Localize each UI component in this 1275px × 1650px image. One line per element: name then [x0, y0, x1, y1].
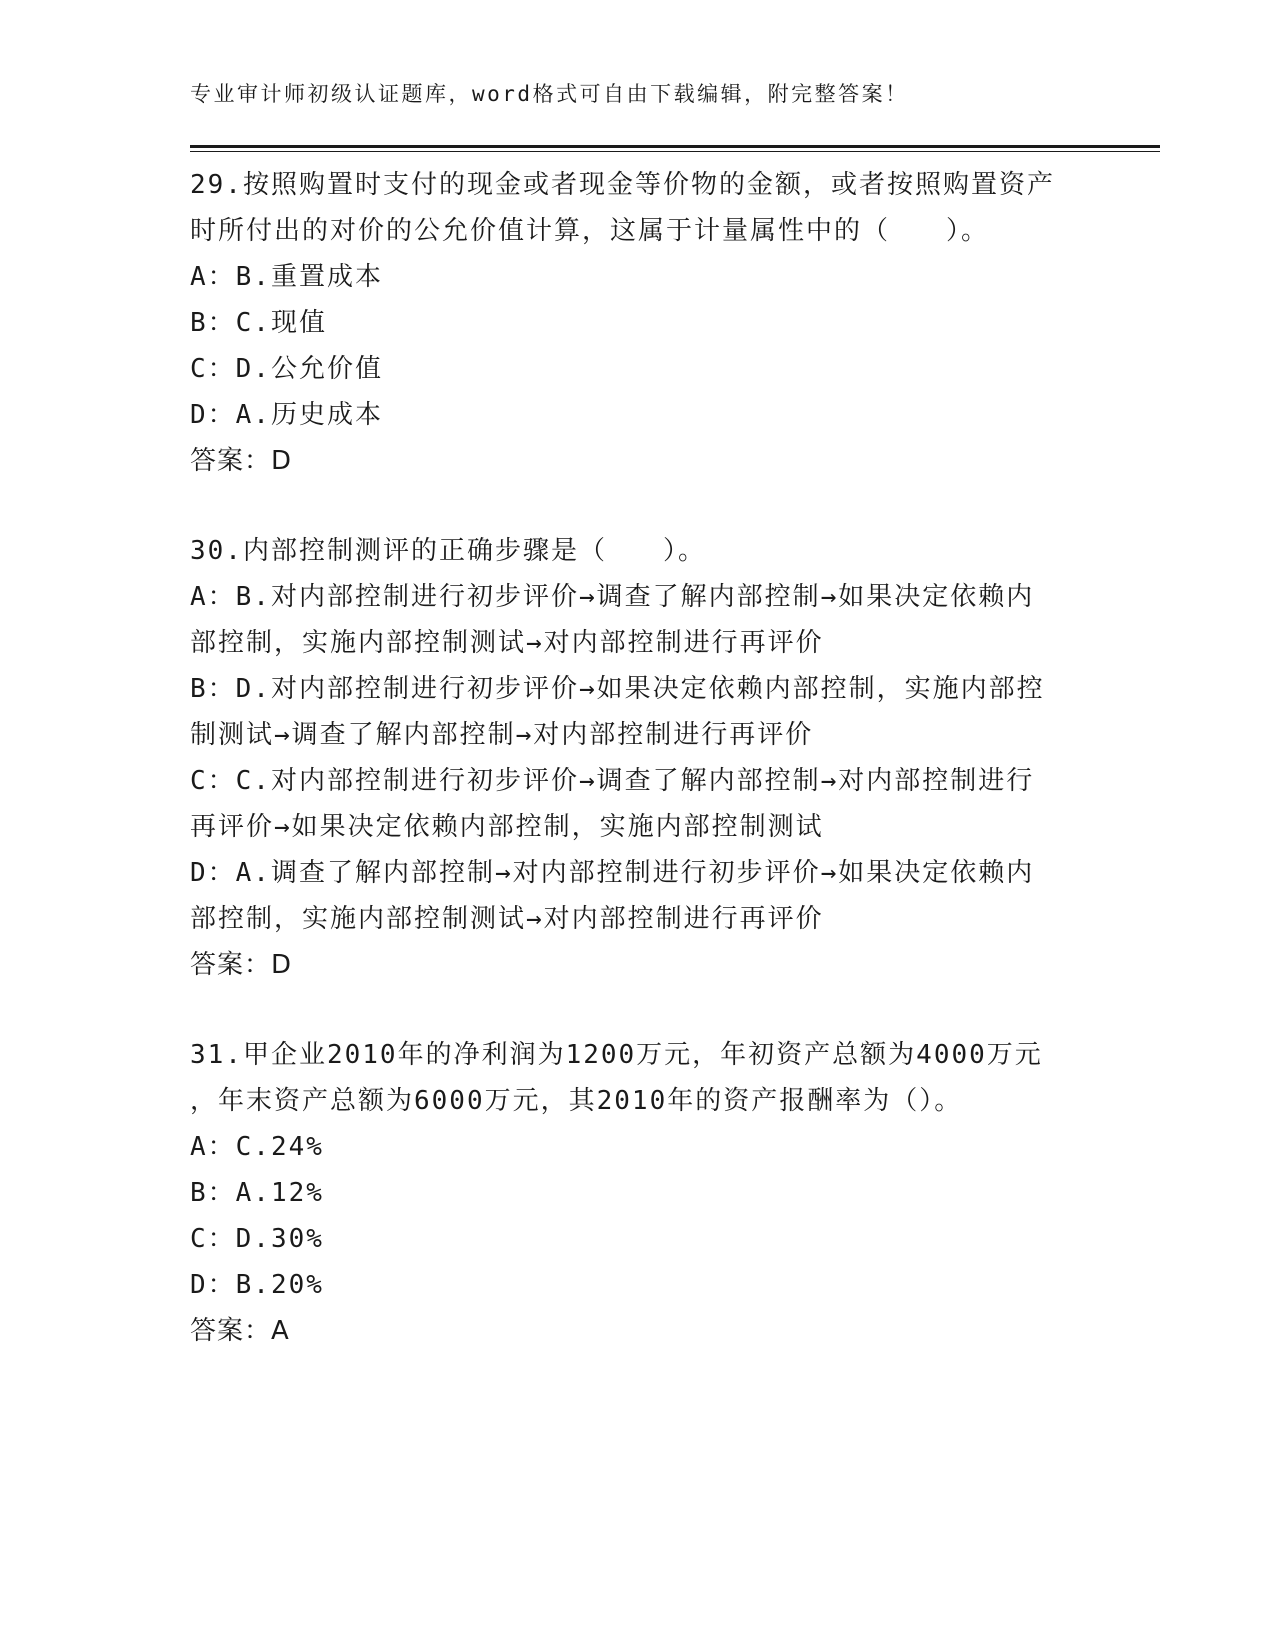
question-text: 时所付出的对价的公允价值计算，这属于计量属性中的（ ）。: [190, 216, 990, 246]
option-c: C：C.对内部控制进行初步评价→调查了解内部控制→对内部控制进行: [190, 766, 1035, 796]
question-text: 29.按照购置时支付的现金或者现金等价物的金额，或者按照购置资产: [190, 170, 1055, 200]
question-text: ，年末资产总额为6000万元，其2010年的资产报酬率为（）。: [190, 1086, 963, 1116]
option-c: C：D.30%: [190, 1224, 324, 1254]
question-text: 31.甲企业2010年的净利润为1200万元，年初资产总额为4000万元: [190, 1040, 1043, 1070]
option-a: A：B.重置成本: [190, 262, 383, 292]
option-a: A：C.24%: [190, 1132, 324, 1162]
header-divider-thin: [190, 151, 1160, 152]
option-b: B：D.对内部控制进行初步评价→如果决定依赖内部控制，实施内部控: [190, 674, 1045, 704]
question-list: [190, 162, 1090, 1398]
option-b: B：A.12%: [190, 1178, 324, 1208]
header-divider-thick: [190, 145, 1160, 148]
option-a-cont: 部控制，实施内部控制测试→对内部控制进行再评价: [190, 628, 824, 658]
option-b-cont: 制测试→调查了解内部控制→对内部控制进行再评价: [190, 720, 814, 750]
option-b: B：C.现值: [190, 308, 327, 338]
option-a: A：B.对内部控制进行初步评价→调查了解内部控制→如果决定依赖内: [190, 582, 1035, 612]
option-d: D：A.调查了解内部控制→对内部控制进行初步评价→如果决定依赖内: [190, 858, 1035, 888]
option-c-cont: 再评价→如果决定依赖内部控制，实施内部控制测试: [190, 812, 824, 842]
question-29: [190, 162, 1090, 484]
answer: 答案：A: [190, 1316, 290, 1346]
question-31: [190, 1032, 1090, 1354]
page-header: 专业审计师初级认证题库，word格式可自由下载编辑，附完整答案！: [190, 82, 909, 106]
question-text: 30.内部控制测评的正确步骤是（ ）。: [190, 536, 706, 566]
option-c: C：D.公允价值: [190, 354, 383, 384]
question-30: [190, 528, 1090, 988]
answer: 答案：D: [190, 446, 293, 476]
option-d-cont: 部控制，实施内部控制测试→对内部控制进行再评价: [190, 904, 824, 934]
answer: 答案：D: [190, 950, 293, 980]
option-d: D：B.20%: [190, 1270, 324, 1300]
option-d: D：A.历史成本: [190, 400, 383, 430]
